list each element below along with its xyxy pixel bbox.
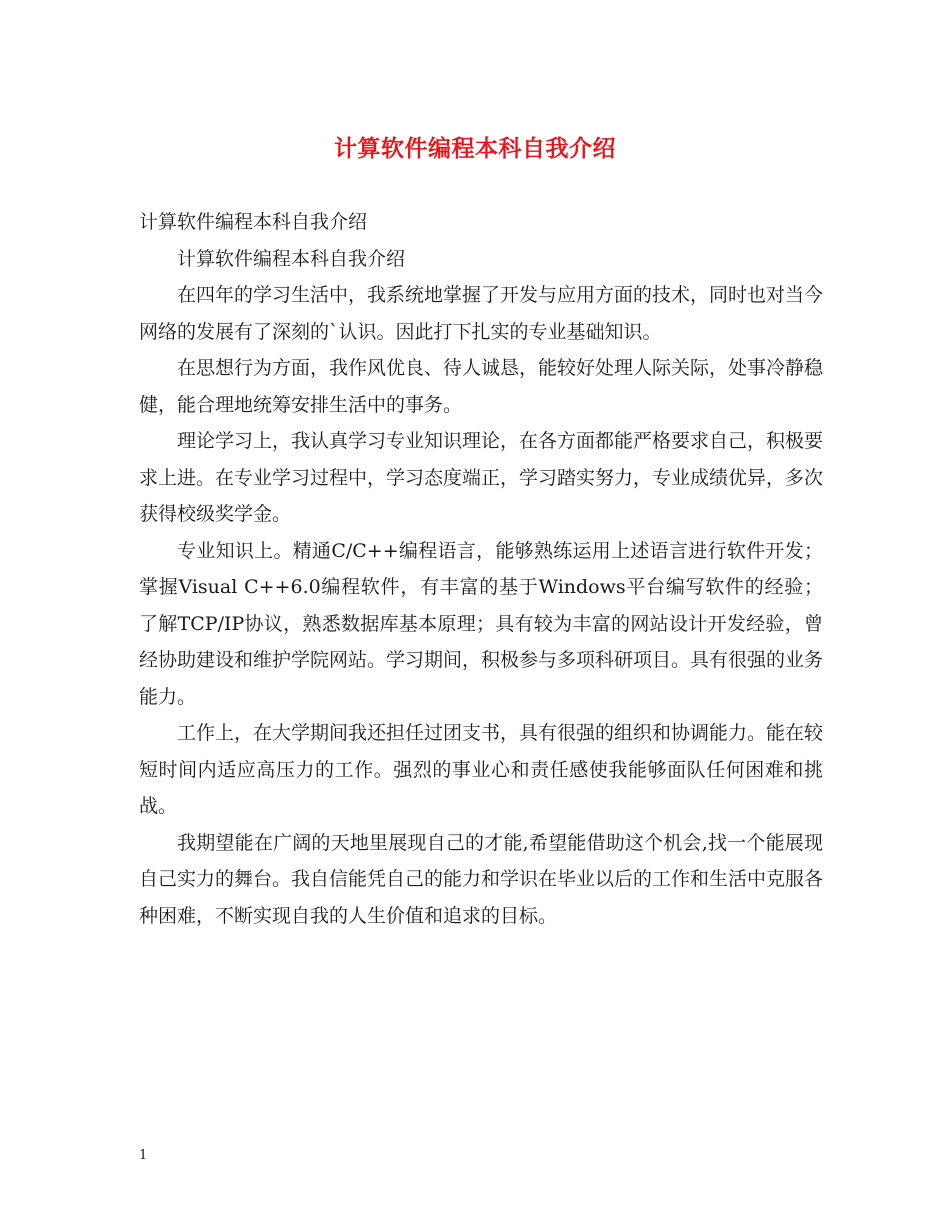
paragraph-work-experience: 工作上，在大学期间我还担任过团支书，具有很强的组织和协调能力。能在较短时间内适应高压力的工作。强烈的事业心和责任感使我能够面队任何困难和挑战。 (139, 722, 824, 817)
paragraph-repeated-title: 计算软件编程本科自我介绍 (177, 247, 406, 270)
document-title: 计算软件编程本科自我介绍 (334, 135, 616, 162)
paragraph-theory-study: 理论学习上，我认真学习专业知识理论，在各方面都能严格要求自己，积极要求上进。在专业学习过程中，学习态度端正，学习踏实努力，专业成绩优异，多次获得校级奖学金。 (139, 430, 824, 525)
document-body (139, 204, 823, 934)
page-number: 1 (139, 1148, 148, 1163)
paragraph-study-life: 在四年的学习生活中，我系统地掌握了开发与应用方面的技术，同时也对当今网络的发展有了深刻的`认识。因此打下扎实的专业基础知识。 (139, 284, 824, 343)
paragraph-aspiration: 我期望能在广阔的天地里展现自己的才能,希望能借助这个机会,找一个能展现自己实力的舞台。我自信能凭自己的能力和学识在毕业以后的工作和生活中克服各种困难，不断实现自我的人生价值和追求的目标。 (139, 831, 824, 927)
document-subject: 计算软件编程本科自我介绍 (139, 211, 368, 233)
paragraph-conduct: 在思想行为方面，我作风优良、待人诚恳，能较好处理人际关际，处事冷静稳健，能合理地统筹安排生活中的事务。 (139, 357, 824, 416)
paragraph-professional-skills: 专业知识上。精通C/C++编程语言，能够熟练运用上述语言进行软件开发；掌握Visual C++6.0编程软件，有丰富的基于Windows平台编写软件的经验；了解TCP/IP协议，熟悉数据库基本原理；具有较为丰富的网站设计开发经验，曾经协助建设和维护学院网站。学习期间，积极参与多项科研项目。具有很强的业务能力。 (139, 539, 824, 708)
